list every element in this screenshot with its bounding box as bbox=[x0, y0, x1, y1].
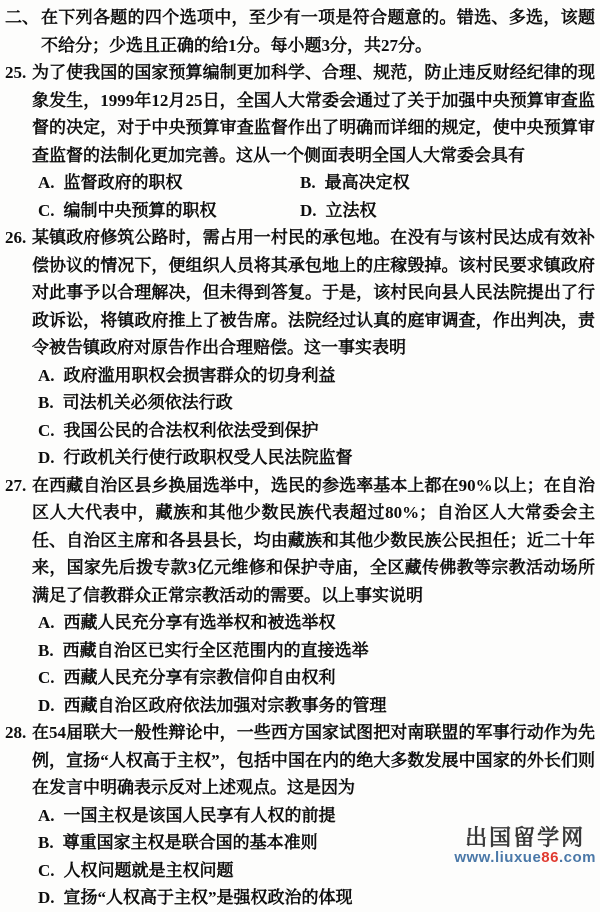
option-text: 政府滥用职权会损害群众的切身利益 bbox=[63, 365, 336, 385]
options-list bbox=[38, 609, 595, 719]
option-row bbox=[300, 197, 377, 225]
option-text: 人权问题就是主权问题 bbox=[63, 860, 234, 880]
option-row bbox=[38, 197, 217, 225]
option-row bbox=[38, 692, 595, 720]
option-label: D. bbox=[38, 888, 55, 907]
question-number: 28. bbox=[5, 723, 27, 742]
option-label: B. bbox=[38, 640, 54, 660]
option-label: C. bbox=[38, 860, 55, 880]
question-stem bbox=[5, 719, 595, 802]
option-row bbox=[38, 664, 595, 692]
option-label: D. bbox=[300, 200, 317, 220]
option-label: C. bbox=[38, 420, 55, 440]
watermark-url-prefix: www.liuxue bbox=[454, 848, 542, 866]
question-stem-text: 某镇政府修筑公路时，需占用一村民的承包地。在没有与该村民达成有效补偿协议的情况下，便组织人员将其承包地上的庄稼毁掉。该村民要求镇政府对此事予以合理解决，但未得到答复。于是，该村民向县人民法院提出了行政诉讼，将镇政府推上了被告席。法院经过认真的庭审调查，作出判决，责令被告镇政府对原告作出合理赔偿。这一事实表明 bbox=[32, 228, 595, 357]
question-stem-text: 在西藏自治区县乡换届选举中，选民的参选率基本上都在90%以上；在自治区人大代表中，藏族和其他少数民族代表超过80%；自治区人大常委会主任、自治区主席和各县县长，均由藏族和其他少数民族公民担任；近二十年来，国家先后拨专款3亿元维修和保护寺庙，全区藏传佛教等宗教活动场所满足了信教群众正常宗教活动的需要。以上事实说明 bbox=[32, 475, 595, 605]
watermark-url bbox=[454, 850, 596, 867]
option-label: A. bbox=[38, 365, 55, 385]
watermark-url-suffix: .com bbox=[558, 848, 596, 866]
question-27 bbox=[5, 472, 595, 720]
option-row bbox=[38, 884, 595, 912]
option-row bbox=[38, 417, 595, 445]
question-stem-text: 在54届联大一般性辩论中，一些西方国家试图把对南联盟的军事行动作为先例，宣扬“人权高于主权”，包括中国在内的绝大多数发展中国家的外长们则在发言中明确表示反对上述观点。这是因为 bbox=[32, 723, 595, 797]
option-label: A. bbox=[38, 805, 55, 825]
options-list bbox=[38, 362, 595, 472]
option-label: A. bbox=[38, 173, 55, 192]
option-text: 宣扬“人权高于主权”是强权政治的体现 bbox=[63, 888, 353, 907]
option-text: 西藏自治区政府依法加强对宗教事务的管理 bbox=[63, 695, 387, 715]
option-label: B. bbox=[38, 833, 54, 852]
option-row bbox=[38, 637, 595, 665]
exam-page bbox=[5, 4, 595, 912]
question-stem-text: 为了使我国的国家预算编制更加科学、合理、规范，防止违反财经纪律的现象发生，1999年12月25日，全国人大常委会通过了关于加强中央预算审查监督的决定，对于中央预算审查监督作出了明确而详细的规定，使中央预算审查监督的法制化更加完善。这从一个侧面表明全国人大常委会具有 bbox=[32, 63, 595, 165]
option-label: B. bbox=[38, 393, 54, 412]
option-text: 西藏自治区已实行全区范围内的直接选举 bbox=[62, 640, 369, 660]
option-text: 立法权 bbox=[325, 200, 377, 220]
option-text: 我国公民的合法权利依法受到保护 bbox=[63, 420, 319, 440]
option-row bbox=[38, 169, 183, 197]
option-text: 西藏人民充分享有宗教信仰自由权利 bbox=[63, 668, 336, 687]
question-25 bbox=[5, 59, 595, 224]
question-stem bbox=[5, 224, 595, 362]
option-text: 行政机关行使行政职权受人民法院监督 bbox=[63, 448, 353, 467]
option-label: B. bbox=[300, 173, 316, 192]
option-label: D. bbox=[38, 695, 55, 715]
watermark-site-name: 出国留学网 bbox=[465, 825, 586, 851]
section-instructions-text: 在下列各题的四个选项中，至少有一项是符合题意的。错选、多选，该题不给分；少选且正确的给1分。每小题3分，共27分。 bbox=[41, 8, 595, 55]
option-label: C. bbox=[38, 668, 55, 687]
option-text: 尊重国家主权是联合国的基本准则 bbox=[62, 833, 318, 852]
option-row bbox=[38, 389, 595, 417]
option-label: C. bbox=[38, 200, 55, 220]
option-row bbox=[38, 362, 595, 390]
option-row bbox=[38, 444, 595, 472]
option-text: 司法机关必须依法行政 bbox=[62, 393, 233, 412]
section-number: 二、 bbox=[5, 8, 39, 27]
question-number: 25. bbox=[5, 63, 27, 82]
question-number: 26. bbox=[5, 228, 27, 247]
option-row bbox=[300, 169, 410, 197]
question-26 bbox=[5, 224, 595, 472]
option-text: 西藏人民充分享有选举权和被选举权 bbox=[63, 613, 336, 632]
question-stem bbox=[5, 59, 595, 169]
option-text: 最高决定权 bbox=[324, 173, 410, 192]
option-text: 编制中央预算的职权 bbox=[63, 200, 217, 220]
watermark bbox=[454, 826, 596, 866]
question-28 bbox=[5, 719, 595, 912]
watermark-url-highlight: 86 bbox=[541, 848, 559, 866]
option-text: 监督政府的职权 bbox=[63, 173, 183, 192]
option-label: A. bbox=[38, 613, 55, 632]
option-text: 一国主权是该国人民享有人权的前提 bbox=[63, 805, 336, 825]
option-label: D. bbox=[38, 448, 55, 467]
question-number: 27. bbox=[5, 475, 27, 495]
options-grid bbox=[38, 169, 595, 224]
section-instructions bbox=[5, 4, 595, 59]
question-stem bbox=[5, 472, 595, 610]
option-row bbox=[38, 609, 595, 637]
